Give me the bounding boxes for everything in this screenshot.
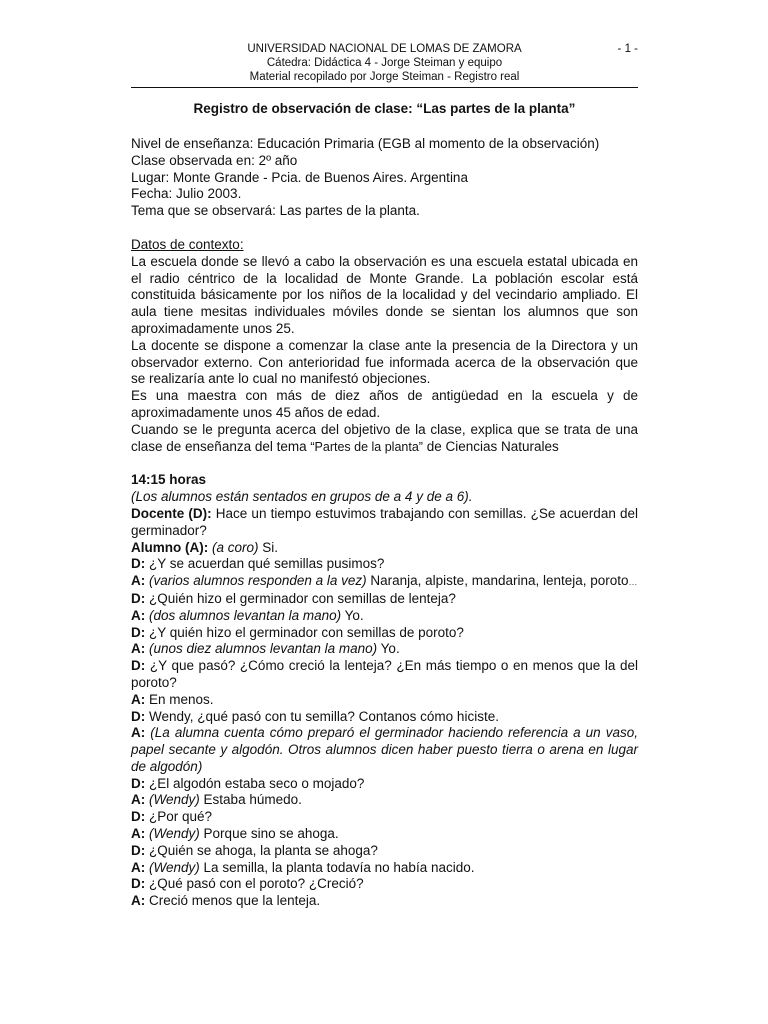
speaker-label: D: <box>131 658 146 674</box>
utterance: ¿Y se acuerdan qué semillas pusimos? <box>149 556 385 572</box>
speaker-label: D: <box>131 624 146 640</box>
speaker-label: A: <box>131 859 146 875</box>
speaker-label: D: <box>131 775 146 791</box>
utterance: ¿Qué pasó con el poroto? ¿Creció? <box>149 876 364 892</box>
dialogue-line <box>131 641 638 658</box>
dialogue-line <box>131 573 638 591</box>
header-university: UNIVERSIDAD NACIONAL DE LOMAS DE ZAMORA <box>247 43 522 55</box>
dialogue-line <box>131 709 638 726</box>
utterance: ¿Por qué? <box>149 809 213 825</box>
stage-note: (Wendy) <box>149 792 200 808</box>
utterance: Wendy, ¿qué pasó con tu semilla? Contanos cómo hiciste. <box>149 708 499 724</box>
stage-note: (unos diez alumnos levantan la mano) <box>149 641 378 657</box>
stage-note: (Wendy) <box>149 859 200 875</box>
dialogue-list <box>131 506 638 910</box>
speaker-label: A: <box>131 641 146 657</box>
utterance: Si. <box>262 539 279 555</box>
utterance: Creció menos que la lenteja. <box>149 893 321 909</box>
stage-note: (a coro) <box>212 539 259 555</box>
session-note: (Los alumnos están sentados en grupos de a 4 y de a 6). <box>131 489 473 505</box>
utterance: Yo. <box>344 607 364 623</box>
dialogue-line <box>131 658 638 692</box>
utterance: ¿Quién hizo el germinador con semillas de lenteja? <box>149 590 456 606</box>
dialogue-line <box>131 625 638 642</box>
speaker-label: A: <box>131 607 146 623</box>
context-paragraph-experience: Es una maestra con más de diez años de antigüedad en la escuela y de aproximadamente unos 45 años de edad. <box>131 388 638 420</box>
info-topic: Tema que se observará: Las partes de la planta. <box>131 203 420 219</box>
speaker-label: D: <box>131 708 146 724</box>
dialogue-line <box>131 556 638 573</box>
dialogue-line <box>131 506 638 540</box>
utterance: ¿Y que pasó? ¿Cómo creció la lenteja? ¿En más tiempo o en menos que la del poroto? <box>131 658 638 690</box>
utterance: ¿Y quién hizo el germinador con semillas de poroto? <box>149 624 464 640</box>
stage-note: (La alumna cuenta cómo preparó el germinador haciendo referencia a un vaso, papel secante y algodón. Otros alumnos dicen haber puesto tierra o arena en lugar de algodón) <box>131 725 638 774</box>
dialogue-line <box>131 809 638 826</box>
speaker-label: D: <box>131 556 146 572</box>
info-grade: Clase observada en: 2º año <box>131 152 298 168</box>
speaker-label: A: <box>131 792 146 808</box>
document-title: Registro de observación de clase: “Las partes de la planta” <box>193 101 576 116</box>
dialogue-line <box>131 843 638 860</box>
dialogue-line <box>131 860 638 877</box>
utterance: Hace un tiempo estuvimos trabajando con semillas. ¿Se acuerdan del germinador? <box>131 505 638 538</box>
dialogue-line <box>131 826 638 843</box>
dialogue-line <box>131 876 638 893</box>
speaker-label: D: <box>131 590 146 606</box>
stage-note: (dos alumnos levantan la mano) <box>149 607 342 623</box>
stage-note: (Wendy) <box>149 826 200 842</box>
document-body <box>131 136 638 910</box>
context-paragraph-school: La escuela donde se llevó a cabo la observación es una escuela estatal ubicada en el radio céntrico de la localidad de Monte Grande. La población escolar está constituida básicamente por los niños de la localidad y del vecindario ampliado. El aula tiene mesitas individuales móviles donde se sientan los alumnos que son aproximadamente unos 25. <box>131 253 638 336</box>
context-paragraph-teacher: La docente se dispone a comenzar la clase ante la presencia de la Directora y un observador externo. Con anterioridad fue informada acerca de la observación que se realizaría ante lo cual no manifestó objeciones. <box>131 337 638 387</box>
speaker-label: A: <box>131 573 146 589</box>
info-level: Nivel de enseñanza: Educación Primaria (EGB al momento de la observación) <box>131 136 600 151</box>
speaker-label: A: <box>131 826 146 842</box>
page-header <box>131 42 638 84</box>
info-place: Lugar: Monte Grande - Pcia. de Buenos Aires. Argentina <box>131 169 468 185</box>
page-number: - 1 - <box>617 43 638 55</box>
header-chair: Cátedra: Didáctica 4 - Jorge Steiman y equipo <box>266 57 503 69</box>
utterance: Estaba húmedo. <box>203 792 302 808</box>
speaker-label: A: <box>131 725 146 741</box>
dialogue-line <box>131 608 638 625</box>
dialogue-line <box>131 776 638 793</box>
speaker-label: Docente (D): <box>131 505 212 521</box>
topic-quote: “Partes de la planta” <box>310 439 423 454</box>
info-date: Fecha: Julio 2003. <box>131 186 242 202</box>
dialogue-line <box>131 692 638 709</box>
header-divider <box>131 87 638 88</box>
speaker-label: D: <box>131 876 146 892</box>
session-time: 14:15 horas <box>131 472 207 488</box>
context-paragraph-objective: Cuando se le pregunta acerca del objetivo de la clase, explica que se trata de una clase de enseñanza del tema “Partes de la planta” de Ciencias Naturales <box>131 421 638 454</box>
utterance: ¿El algodón estaba seco o mojado? <box>149 775 365 791</box>
utterance: La semilla, la planta todavía no había nacido. <box>203 859 475 875</box>
utterance: Naranja, alpiste, mandarina, lenteja, poroto <box>370 573 629 589</box>
utterance: Yo. <box>380 641 400 657</box>
speaker-label: D: <box>131 842 146 858</box>
dialogue-line <box>131 893 638 910</box>
context-heading: Datos de contexto: <box>131 236 244 252</box>
dialogue-line <box>131 792 638 809</box>
dialogue-line <box>131 725 638 775</box>
utterance: Porque sino se ahoga. <box>203 826 339 842</box>
speaker-label: Alumno (A): <box>131 539 209 555</box>
speaker-label: D: <box>131 809 146 825</box>
speaker-label: A: <box>131 893 146 909</box>
speaker-label: A: <box>131 691 146 707</box>
dialogue-line <box>131 591 638 608</box>
header-material: Material recopilado por Jorge Steiman - Registro real <box>249 71 520 83</box>
utterance: En menos. <box>149 691 214 707</box>
dialogue-line <box>131 540 638 557</box>
stage-note: (varios alumnos responden a la vez) <box>149 573 367 589</box>
utterance: ¿Quién se ahoga, la planta se ahoga? <box>149 842 378 858</box>
ellipsis: … <box>628 577 638 588</box>
